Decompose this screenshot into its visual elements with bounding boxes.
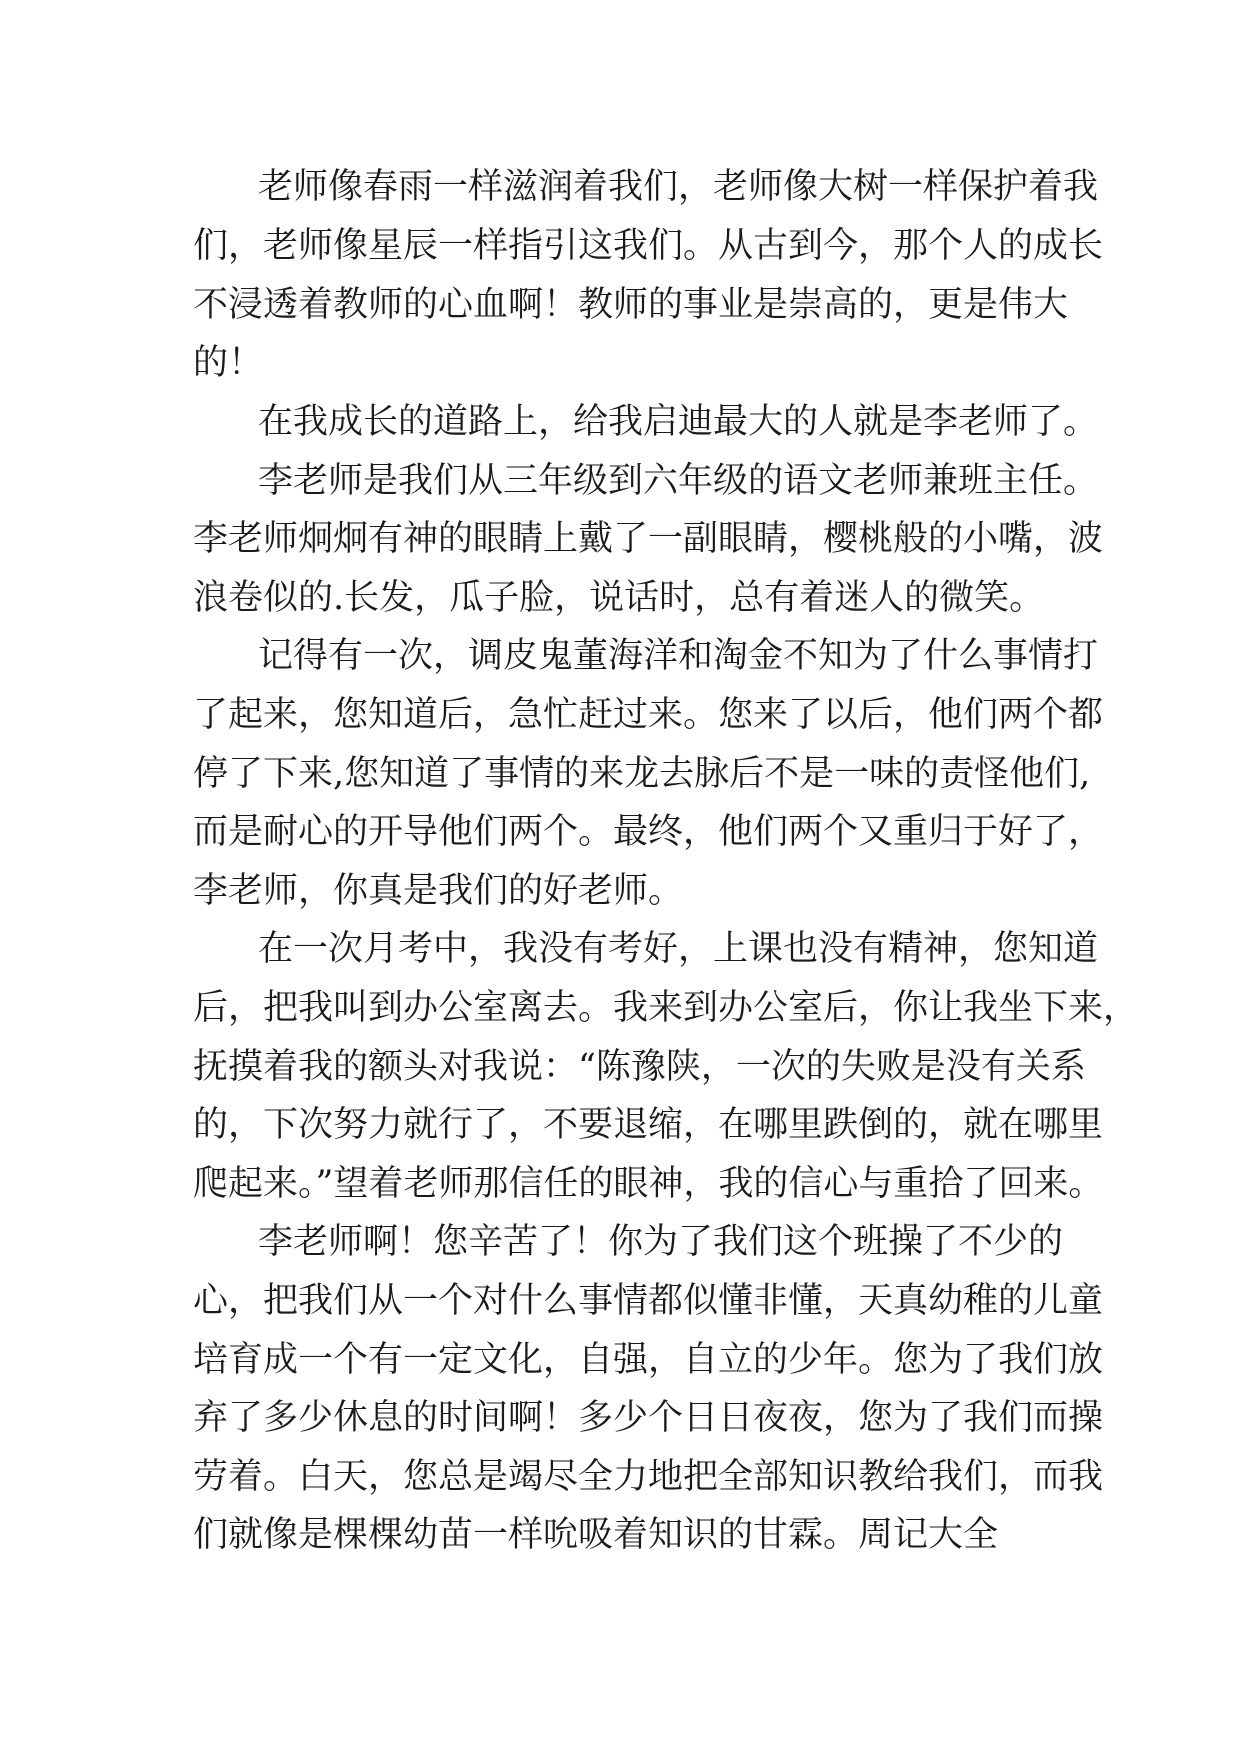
text-line <box>0 1447 1241 1507</box>
text-line-content: 们就像是棵棵幼苗一样吮吸着知识的甘霖。周记大全 <box>193 1515 999 1555</box>
text-line-content: 李老师，你真是我们的好老师。 <box>193 871 684 911</box>
text-line <box>0 919 1241 979</box>
text-line <box>0 802 1241 862</box>
text-line-content: 了起来，您知道后，急忙赶过来。您来了以后，他们两个都 <box>193 695 1104 735</box>
text-line <box>0 275 1241 335</box>
text-line-content: 弃了多少休息的时间啊！多少个日日夜夜，您为了我们而操 <box>193 1398 1104 1438</box>
text-line-content: 的！ <box>193 343 264 383</box>
text-line-content: 后，把我叫到办公室离去。我来到办公室后，你让我坐下来， <box>193 988 1139 1028</box>
text-line-content: 记得有一次，调皮鬼董海洋和淘金不知为了什么事情打 <box>258 636 1099 676</box>
text-line-content: 爬起来。”望着老师那信任的眼神，我的信心与重拾了回来。 <box>193 1164 1104 1204</box>
text-line-content: 的，下次努力就行了，不要退缩，在哪里跌倒的，就在哪里 <box>193 1105 1104 1145</box>
text-line <box>0 1330 1241 1390</box>
text-line <box>0 685 1241 745</box>
text-line-content: 心，把我们从一个对什么事情都似懂非懂，天真幼稚的儿童 <box>193 1281 1104 1321</box>
text-line-content: 李老师炯炯有神的眼睛上戴了一副眼睛，樱桃般的小嘴，波 <box>193 519 1104 559</box>
text-line <box>0 568 1241 628</box>
text-line-content: 李老师是我们从三年级到六年级的语文老师兼班主任。 <box>258 461 1099 501</box>
text-line <box>0 451 1241 511</box>
text-line-content: 抚摸着我的额头对我说：“陈豫陕，一次的失败是没有关系 <box>193 1047 1086 1087</box>
text-line <box>0 861 1241 921</box>
text-line-content: 们，老师像星辰一样指引这我们。从古到今，那个人的成长 <box>193 226 1104 266</box>
text-line <box>0 509 1241 569</box>
text-line <box>0 216 1241 276</box>
text-line <box>0 1271 1241 1331</box>
text-line <box>0 392 1241 452</box>
text-line-content: 不浸透着教师的心血啊！教师的事业是崇高的，更是伟大 <box>193 285 1069 325</box>
text-line <box>0 1095 1241 1155</box>
text-line <box>0 978 1241 1038</box>
text-line <box>0 626 1241 686</box>
text-line <box>0 1505 1241 1565</box>
text-line <box>0 1154 1241 1214</box>
text-line-content: 培育成一个有一定文化，自强，自立的少年。您为了我们放 <box>193 1340 1104 1380</box>
text-line-content: 老师像春雨一样滋润着我们，老师像大树一样保护着我 <box>258 167 1099 207</box>
text-line <box>0 333 1241 393</box>
text-line-content: 劳着。白天，您总是竭尽全力地把全部知识教给我们，而我 <box>193 1457 1104 1497</box>
text-line-content: 停了下来,您知道了事情的来龙去脉后不是一味的责怪他们, <box>193 754 1091 794</box>
text-line-content: 在我成长的道路上，给我启迪最大的人就是李老师了。 <box>258 402 1099 442</box>
text-line <box>0 157 1241 217</box>
text-line-content: 在一次月考中，我没有考好，上课也没有精神，您知道 <box>258 929 1099 969</box>
text-line-content: 李老师啊！您辛苦了！你为了我们这个班操了不少的 <box>258 1222 1064 1262</box>
text-line-content: 浪卷似的.长发，瓜子脸，说话时，总有着迷人的微笑。 <box>193 578 1045 618</box>
text-line <box>0 1388 1241 1448</box>
text-line <box>0 1212 1241 1272</box>
text-line <box>0 1037 1241 1097</box>
text-line-content: 而是耐心的开导他们两个。最终，他们两个又重归于好了， <box>193 812 1104 852</box>
text-line <box>0 744 1241 804</box>
